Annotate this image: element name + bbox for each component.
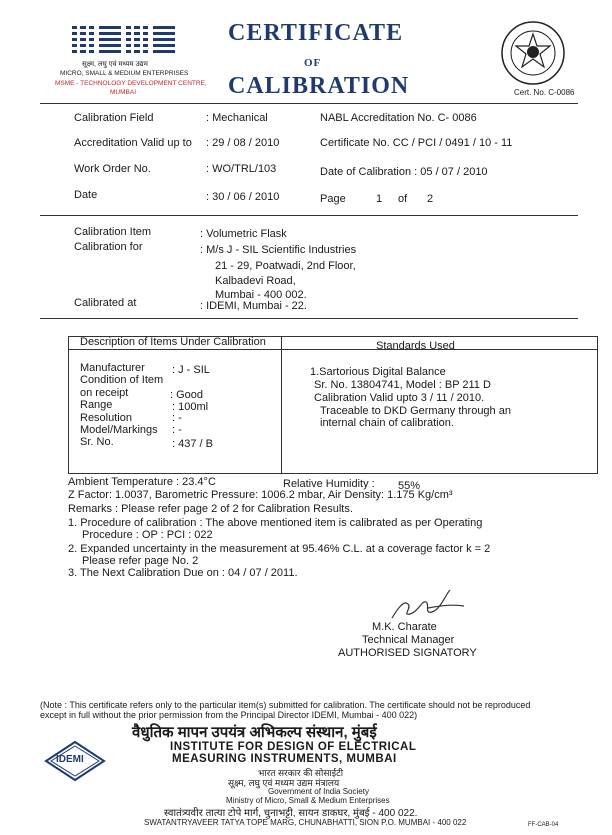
- standard-line-3: Calibration Valid upto 3 / 11 / 2010.: [314, 392, 485, 404]
- footer-hindi-ministry: सूक्ष्म, लघु एवं मध्यम उद्यम मंत्रालय: [228, 778, 340, 788]
- page-total: 2: [427, 193, 434, 205]
- humidity-value: 55%: [398, 480, 421, 492]
- footer-hindi-gov: भारत सरकार की सोसाईटी: [258, 768, 344, 778]
- address-line3: Mumbai - 400 002.: [215, 289, 307, 301]
- nabl-cert-no: Cert. No. C-0086: [514, 88, 575, 97]
- manufacturer-value: : J - SIL: [172, 364, 210, 376]
- title-of: OF: [304, 57, 322, 69]
- calibration-for-label: Calibration for: [74, 241, 143, 253]
- resolution-value: : -: [172, 412, 182, 424]
- institute-line-1: INSTITUTE FOR DESIGN OF ELECTRICAL: [170, 741, 417, 753]
- resolution-label: Resolution: [80, 412, 132, 424]
- calibrated-at-label: Calibrated at: [74, 297, 137, 309]
- nabl-seal: [500, 20, 566, 86]
- standard-line-4: Traceable to DKD Germany through an: [320, 405, 511, 417]
- signatory-title: Technical Manager: [362, 634, 455, 646]
- condition-label-2: on receipt: [80, 387, 129, 399]
- institute-line-2: MEASURING INSTRUMENTS, MUMBAI: [172, 753, 397, 765]
- footer-note-1: (Note : This certificate refers only to the particular item(s) submitted for calibration. The certificate should not be reproduced: [40, 700, 531, 710]
- address-line1: 21 - 29, Poatwadi, 2nd Floor,: [215, 260, 356, 272]
- table-left-header-underline: [72, 349, 280, 350]
- range-label: Range: [80, 399, 113, 411]
- standard-line-2: Sr. No. 13804741, Model : BP 211 D: [314, 379, 491, 391]
- serial-label: Sr. No.: [80, 436, 114, 448]
- humidity-label: Relative Humidity :: [283, 478, 375, 490]
- date-of-calibration: Date of Calibration : 05 / 07 / 2010: [320, 166, 488, 178]
- remark-2a: 2. Expanded uncertainty in the measurement at 95.46% C.L. at a coverage factor k = 2: [68, 543, 491, 555]
- fields-rule: [40, 215, 578, 216]
- table-left-header: Description of Items Under Calibration: [80, 336, 266, 348]
- msme-line2: MSME - TECHNOLOGY DEVELOPMENT CENTRE,: [55, 80, 207, 87]
- handwritten-signature-icon: [388, 586, 468, 626]
- work-order-label: Work Order No.: [74, 163, 151, 175]
- msme-logo: [72, 24, 176, 58]
- nabl-seal-icon: [500, 20, 566, 86]
- standard-line-1: 1.Sartorious Digital Balance: [310, 366, 446, 378]
- model-value: : -: [172, 424, 182, 436]
- msme-hindi: सूक्ष्म, लघु एवं मध्यम उद्यम: [82, 61, 148, 68]
- model-label: Model/Markings: [80, 424, 158, 436]
- range-value: : 100ml: [172, 401, 209, 413]
- idemi-logo-text: IDEMI: [56, 754, 84, 765]
- calibration-item-label: Calibration Item: [74, 226, 152, 238]
- remark-1b: Procedure : OP : PCI : 022: [82, 529, 213, 541]
- header-rule: [40, 103, 578, 104]
- calibration-item-value: : Volumetric Flask: [200, 228, 287, 240]
- footer-address: SWATANTRYAVEER TATYA TOPE MARG, CHUNABHATTI, SION P.O. MUMBAI - 400 022: [144, 818, 467, 827]
- footer-government: Government of India Society: [268, 787, 369, 796]
- accreditation-valid-label: Accreditation Valid up to: [74, 137, 192, 149]
- footer-hindi-title: वैधुतिक मापन उपयंत्र अभिकल्प संस्थान, मुंबई: [132, 724, 377, 741]
- msme-logo-icon: [72, 24, 176, 58]
- manufacturer-label: Manufacturer: [80, 362, 145, 374]
- footer-ministry: Ministry of Micro, Small & Medium Enterprises: [226, 796, 390, 805]
- form-code: FF-CAB-04: [528, 822, 559, 828]
- page-number: 1: [376, 193, 383, 205]
- title-calibration: CALIBRATION: [228, 73, 410, 99]
- certificate-no: Certificate No. CC / PCI / 0491 / 10 - 11: [320, 137, 513, 149]
- footer-note-2: except in full without the prior permission from the Principal Director IDEMI, Mumbai - 400 022): [40, 710, 418, 720]
- msme-line3: MUMBAI: [110, 89, 136, 96]
- accreditation-valid-value: : 29 / 08 / 2010: [206, 137, 280, 149]
- msme-line1: MICRO, SMALL & MEDIUM ENTERPRISES: [60, 70, 189, 77]
- remark-1a: 1. Procedure of calibration : The above mentioned item is calibrated as per Operating: [68, 517, 483, 529]
- calibration-for-value: : M/s J - SIL Scientific Industries: [200, 244, 357, 256]
- date-label: Date: [74, 189, 98, 201]
- page-label: Page: [320, 193, 346, 205]
- condition-label-1: Condition of Item: [80, 374, 164, 386]
- work-order-value: : WO/TRL/103: [206, 163, 277, 175]
- calibrated-at-value: : IDEMI, Mumbai - 22.: [200, 300, 307, 312]
- signatory-name: M.K. Charate: [372, 621, 437, 633]
- ambient-temperature: Ambient Temperature : 23.4°C: [68, 476, 216, 488]
- address-line2: Kalbadevi Road,: [215, 275, 296, 287]
- date-value: : 30 / 06 / 2010: [206, 191, 280, 203]
- calibration-field-label: Calibration Field: [74, 112, 154, 124]
- condition-value: : Good: [170, 389, 204, 401]
- page-of: of: [398, 193, 408, 205]
- title-certificate: CERTIFICATE: [228, 20, 404, 46]
- authorised-signatory: AUTHORISED SIGNATORY: [338, 647, 477, 659]
- remarks-line: Remarks : Please refer page 2 of 2 for Calibration Results.: [68, 503, 353, 515]
- serial-value: : 437 / B: [172, 438, 213, 450]
- table-divider: [281, 336, 282, 473]
- z-factor-line: Z Factor: 1.0037, Barometric Pressure: 1006.2 mbar, Air Density: 1.175 Kg/cm³: [68, 489, 453, 501]
- remark-3: 3. The Next Calibration Due on : 04 / 07 / 2011.: [68, 567, 298, 579]
- footer-hindi-address: स्वातंत्र्यवीर तात्या टोपे मार्ग, चुनाभट्टी, सायन डाकघर, मुंबई - 400 022.: [164, 808, 418, 819]
- nabl-accreditation: NABL Accreditation No. C- 0086: [320, 112, 477, 124]
- signature-image: [388, 586, 468, 626]
- table-right-header: Standards Used: [376, 340, 455, 352]
- item-rule: [40, 318, 578, 319]
- remark-2b: Please refer page No. 2: [82, 555, 199, 567]
- calibration-field-value: : Mechanical: [206, 112, 268, 124]
- standard-line-5: internal chain of calibration.: [320, 417, 454, 429]
